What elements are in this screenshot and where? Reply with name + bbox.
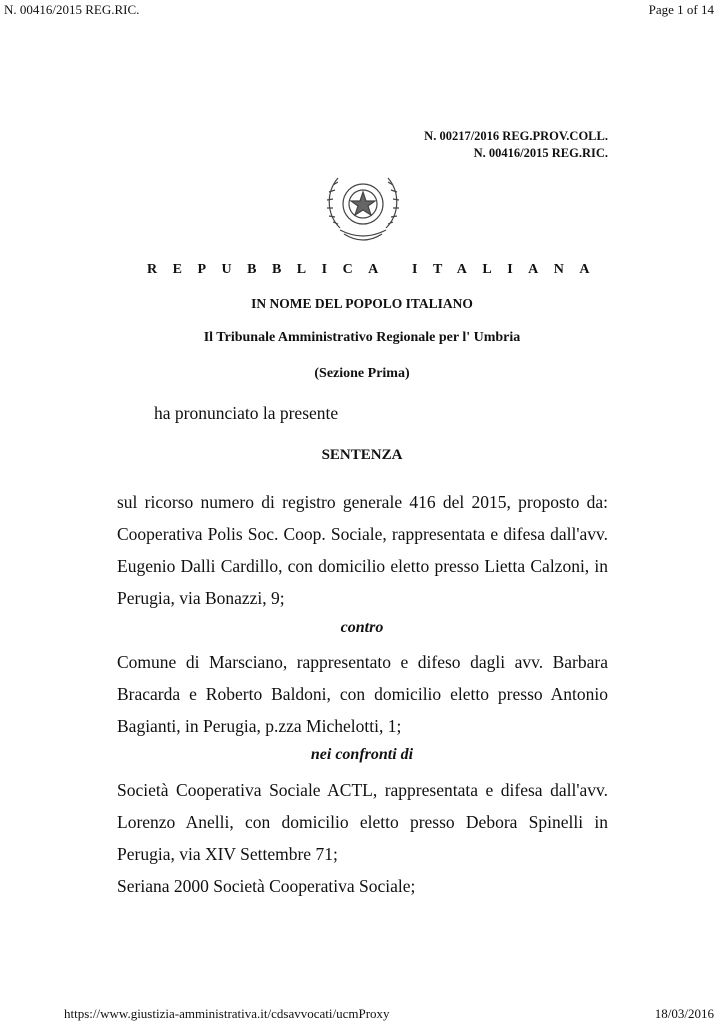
pronunciato-text: ha pronunciato la presente [154, 403, 339, 423]
controinteressati-paragraph [117, 774, 608, 902]
emblem-of-italy-icon [320, 168, 406, 248]
sentenza-heading: SENTENZA [321, 447, 403, 463]
in-nome-del-popolo-heading: IN NOME DEL POPOLO ITALIANO [251, 296, 473, 311]
sezione-heading: (Sezione Prima) [314, 366, 410, 381]
controinteressati-line: Società Cooperativa Sociale ACTL, rappresentata e difesa dall'avv. [117, 780, 608, 800]
contro-heading: contro [340, 619, 384, 636]
ricorso-line: Eugenio Dalli Cardillo, con domicilio eletto presso Lietta Calzoni, in [117, 556, 608, 576]
controinteressati-line: Perugia, via XIV Settembre 71; [117, 844, 338, 864]
tribunale-heading: Il Tribunale Amministrativo Regionale per l' Umbria [203, 330, 521, 345]
resistente-paragraph [117, 646, 608, 742]
ricorso-line: Perugia, via Bonazzi, 9; [117, 588, 285, 608]
page-footer-url: https://www.giustizia-amministrativa.it/cdsavvocati/ucmProxy [64, 1006, 390, 1021]
page-header-case-number: N. 00416/2015 REG.RIC. [4, 2, 140, 17]
resistente-line: Bracarda e Roberto Baldoni, con domicilio eletto presso Antonio [117, 684, 608, 704]
page-header-page-count: Page 1 of 14 [648, 2, 714, 17]
ref-reg-ric: N. 00416/2015 REG.RIC. [473, 146, 608, 160]
ricorso-line: Cooperativa Polis Soc. Coop. Sociale, rappresentata e difesa dall'avv. [117, 524, 608, 544]
resistente-line: Bagianti, in Perugia, p.zza Michelotti, 1; [117, 716, 402, 736]
ricorso-paragraph [117, 486, 608, 614]
nei-confronti-heading: nei confronti di [310, 746, 414, 763]
ref-prov-coll: N. 00217/2016 REG.PROV.COLL. [424, 129, 608, 143]
repubblica-italiana-heading: REPUBBLICA ITALIANA [147, 262, 605, 277]
ricorso-line: sul ricorso numero di registro generale 416 del 2015, proposto da: [117, 492, 608, 512]
resistente-line: Comune di Marsciano, rappresentato e difeso dagli avv. Barbara [117, 652, 608, 672]
controinteressati-line: Lorenzo Anelli, con domicilio eletto presso Debora Spinelli in [117, 812, 608, 832]
case-references [424, 128, 608, 162]
page-footer-date: 18/03/2016 [654, 1006, 714, 1021]
controinteressati-line: Seriana 2000 Società Cooperativa Sociale; [117, 876, 416, 896]
